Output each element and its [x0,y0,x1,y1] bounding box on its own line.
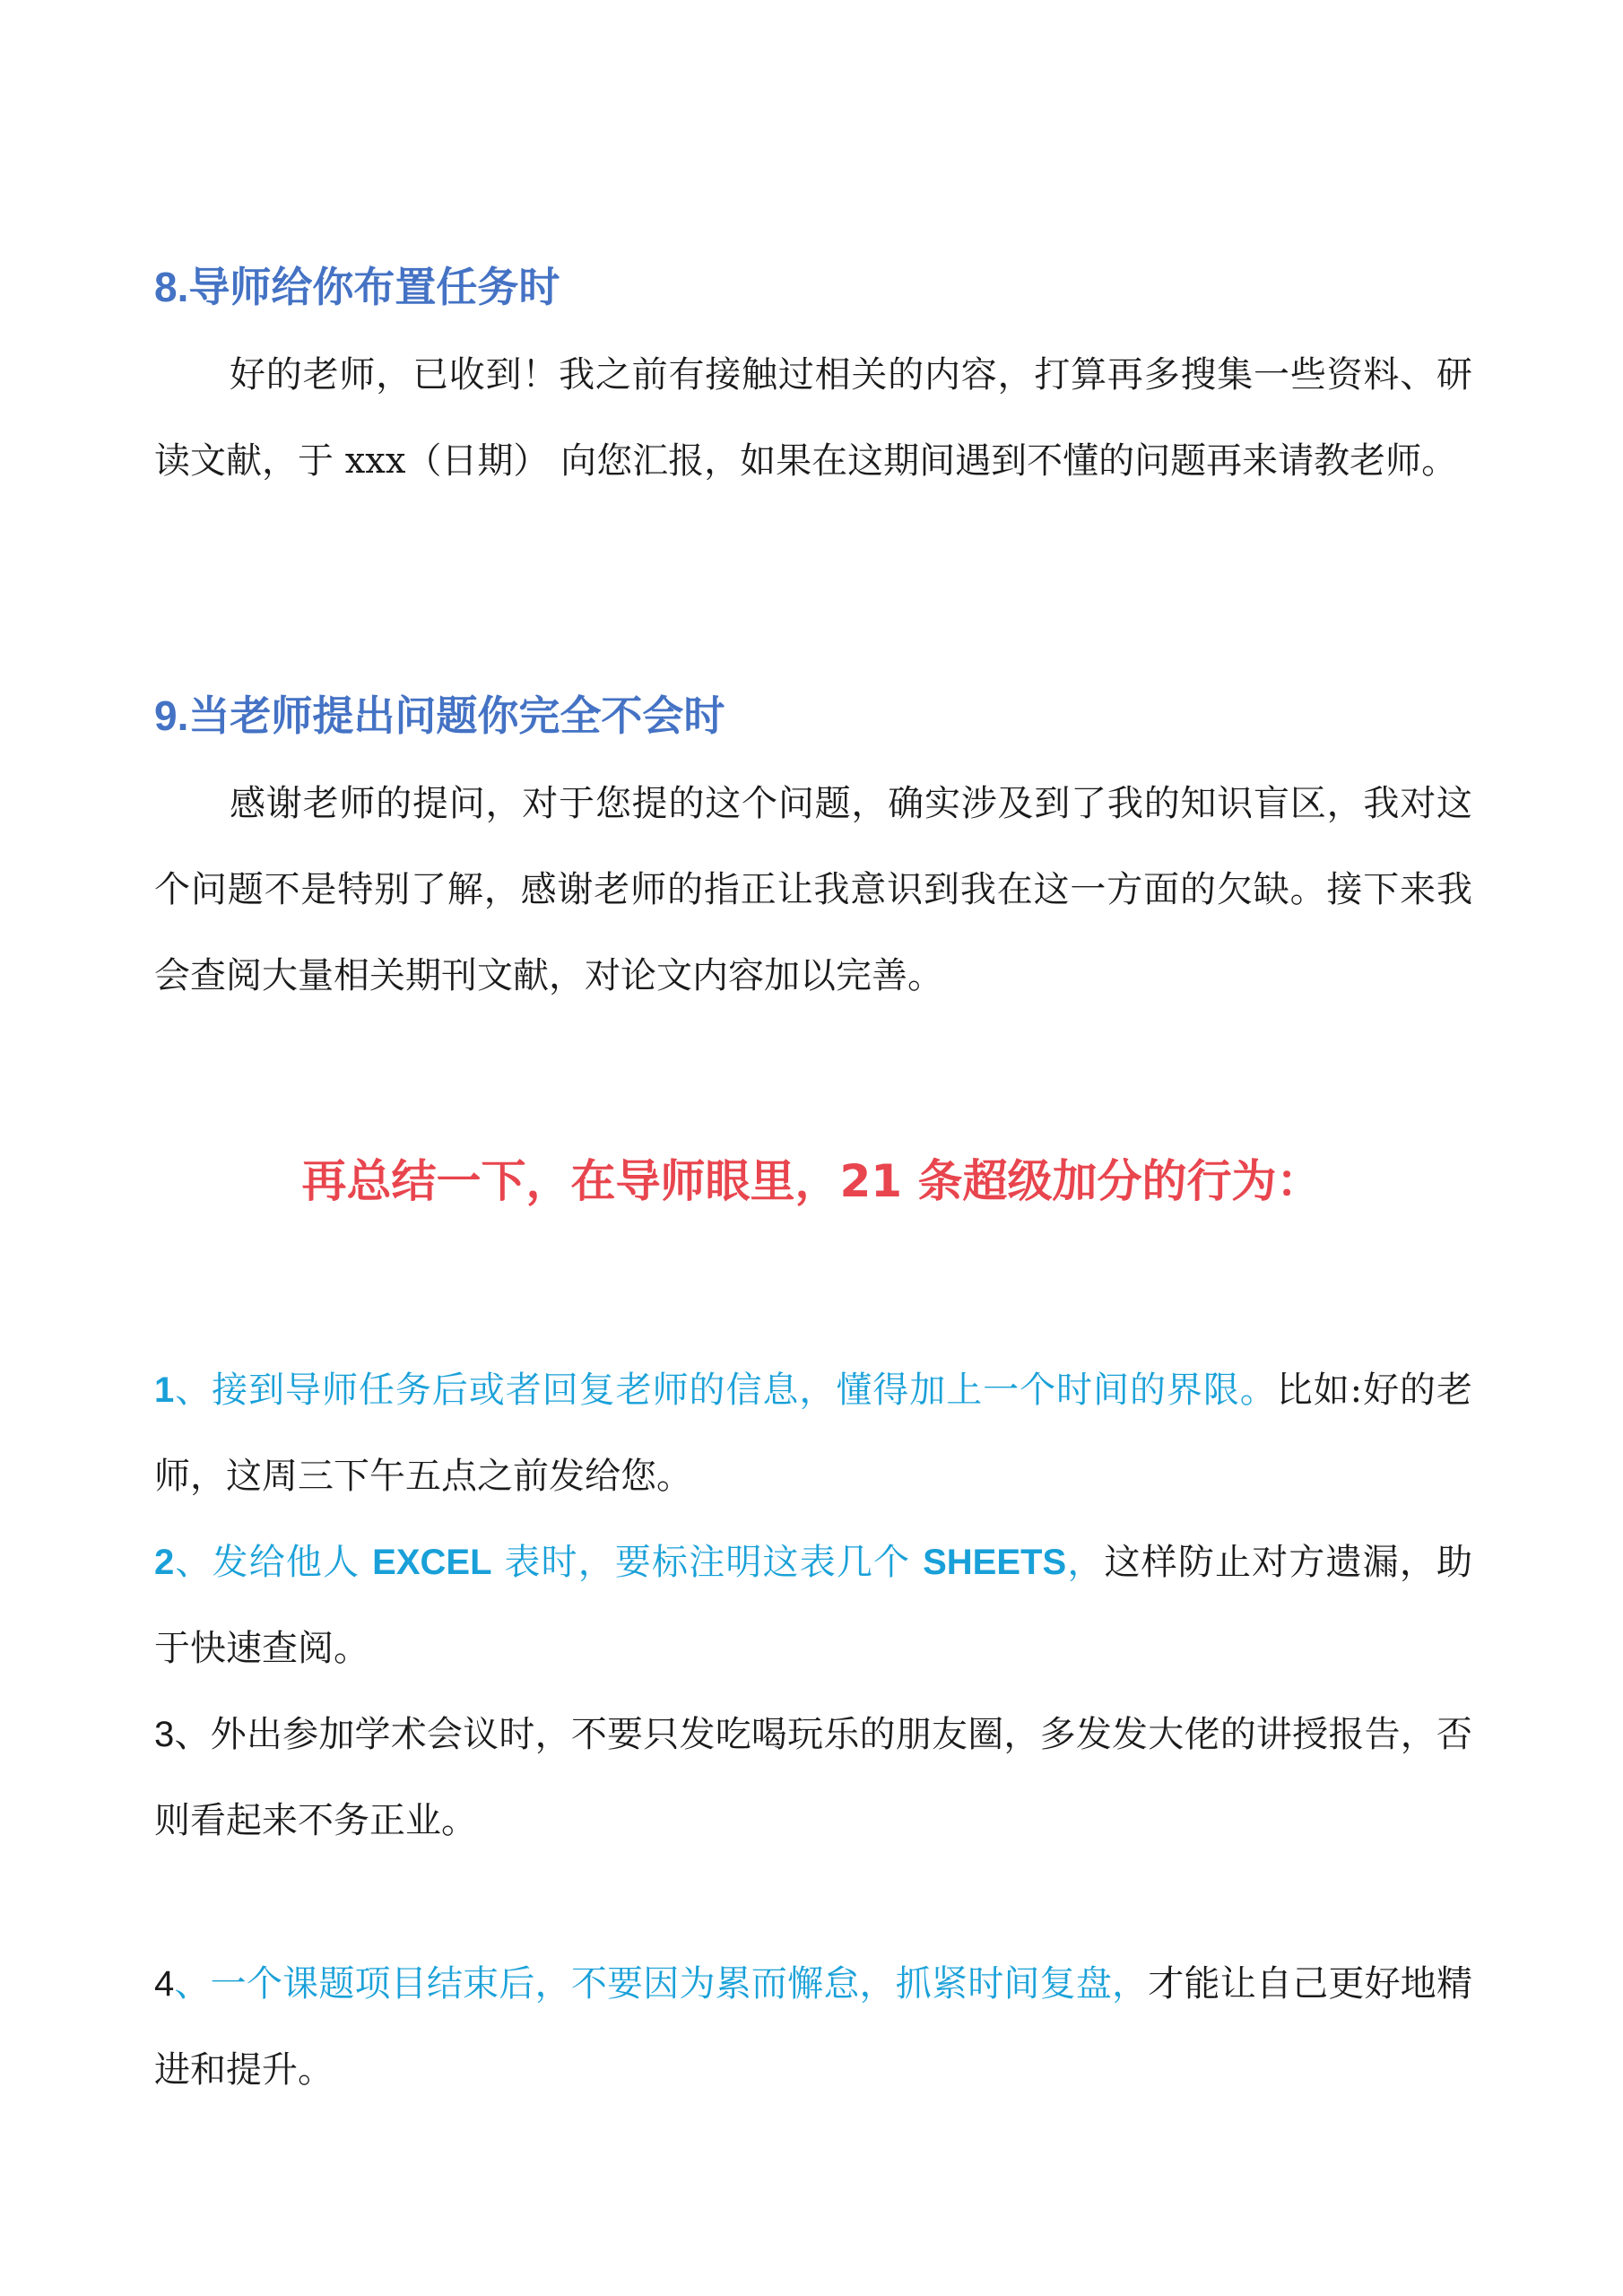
section-8-number: 8. [154,264,189,310]
item-2-highlight-excel: EXCEL [372,1543,492,1582]
item-3-number: 3 [154,1715,175,1754]
item-2 [154,1519,1472,1692]
summary-title: 再总结一下，在导师眼里，21 条超级加分的行为： [301,1155,1322,1207]
section-9-title: 当老师提出问题你完全不会时 [188,691,725,740]
item-4-text [154,1941,1472,2113]
section-9-number: 9. [154,692,189,739]
section-9 [154,689,1472,743]
item-1-number: 1 [154,1370,175,1410]
item-1-highlight: 、接到导师任务后或者回复老师的信息，懂得加上一个时间的界限。 [174,1370,1277,1411]
section-8 [154,260,1472,314]
item-2-number: 2 [154,1543,175,1582]
section-8-body: 好的老师，已收到！我之前有接触过相关的内容，打算再多搜集一些资料、研读文献，于 xxx（日期） 向您汇报，如果在这期间遇到不懂的问题再来请教老师。 [154,354,1472,482]
item-3 [154,1692,1472,1864]
item-2-highlight-c: 表时，要标注明这表几个 [491,1542,924,1583]
item-1 [154,1347,1472,1519]
item-4-number: 4 [154,1964,175,2004]
section-8-body-block [154,332,1472,504]
section-9-body: 感谢老师的提问，对于您提的这个问题，确实涉及到了我的知识盲区，我对这个问题不是特别了解，感谢老师的指正让我意识到我在这一方面的欠缺。接下来我会查阅大量相关期刊文献，对论文内容加以完善。 [154,783,1472,996]
section-9-body-block [154,761,1472,1019]
item-4 [154,1941,1472,2113]
item-4-highlight: 、一个课题项目结束后，不要因为累而懈怠，抓紧时间复盘， [174,1963,1149,2005]
item-2-highlight-a: 、发给他人 [174,1542,373,1583]
item-2-rest: 这样防止对方遗漏，助于快速查阅。 [154,1542,1473,1669]
item-2-highlight-sheets: SHEETS [923,1543,1067,1582]
item-1-text [154,1347,1472,1519]
section-9-heading [154,689,1472,743]
item-2-highlight-e: ， [1066,1542,1105,1583]
item-4-rest: 才能让自己更好地精进和提升。 [154,1963,1473,2091]
section-8-heading [154,260,1472,314]
item-3-text [154,1692,1472,1864]
item-3-body: 、外出参加学术会议时，不要只发吃喝玩乐的朋友圈，多发发大佬的讲授报告，否则看起来不务正业。 [154,1714,1472,1841]
section-8-title: 导师给你布置任务时 [188,263,560,311]
item-2-text [154,1519,1472,1692]
item-1-rest: 比如:好的老师，这周三下午五点之前发给您。 [154,1370,1473,1497]
